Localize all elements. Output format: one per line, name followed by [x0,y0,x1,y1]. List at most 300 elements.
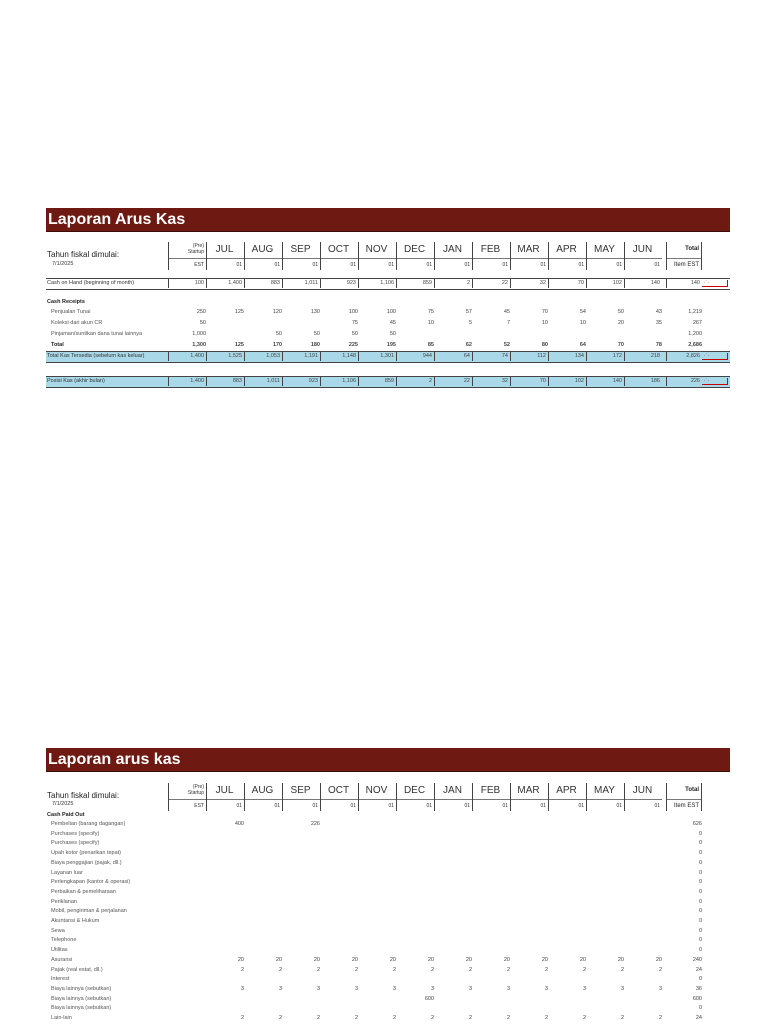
cell-value: 2 [392,1015,396,1021]
cell-value: 600 [692,995,702,1002]
row-label: Periklanan [51,898,77,905]
month-number: 01 [578,262,584,268]
month-column-jan [434,242,472,270]
month-number: 01 [388,803,394,809]
header-rule [283,258,320,259]
cell-value: 2 [278,1015,282,1021]
month-number: 01 [540,262,546,268]
cell-value: 0 [698,830,702,837]
cell-value: 70 [510,377,548,386]
startup-est: EST [194,803,204,809]
cell-value: 2 [658,966,662,973]
month-number: 01 [464,803,470,809]
total-label: Total [685,787,699,793]
cell-value: 85 [427,342,434,348]
cell-value: 1,219 [688,309,702,315]
month-name: MAY [594,785,615,796]
month-column-dec [396,242,434,270]
header-rule [321,258,358,259]
cell-value: 3 [240,985,244,992]
bottom-title: Laporan arus kas [48,751,181,768]
month-column-oct [320,242,358,270]
row-label: Mobil, pengiriman & perjalanan [51,908,127,915]
cell-value: 10 [579,320,586,326]
top-fiscal-label: Tahun fiskal dimulai: [47,250,120,259]
cell-value: 20 [617,956,624,963]
cell-value: 140 [666,279,702,288]
header-rule [169,258,206,259]
cell-value: 3 [354,985,358,992]
cell-value: 100 [168,279,206,288]
cash-position-row [46,376,730,388]
cell-value: 600 [424,995,434,1002]
month-number: 01 [236,262,242,268]
cell-value: 24 [695,1015,702,1021]
top-month-header [46,242,730,270]
cell-value: 195 [386,342,396,348]
paid-out-row [46,839,730,848]
cell-value: 944 [396,352,434,361]
header-rule [245,258,282,259]
cell-value: 2 [544,966,548,973]
header-rule [207,799,244,800]
section-label: Cash Receipts [47,299,85,305]
cell-value: 1,200 [688,331,702,337]
header-rule [245,799,282,800]
startup-line1: (Pre) [192,243,204,249]
cell-value: 20 [617,320,624,326]
cell-value: 0 [698,927,702,934]
cell-value: 2 [240,966,244,973]
month-number: 01 [312,803,318,809]
month-column-aug [244,783,282,811]
header-rule [359,799,396,800]
cell-value: 2 [430,1015,434,1021]
cell-value: 240 [692,956,702,963]
cell-value: 3 [392,985,396,992]
paid-out-row [46,1014,730,1023]
cell-value: 78 [655,342,662,348]
cell-value: 120 [272,309,282,315]
row-label: Posisi Kas (akhir bulan) [47,378,105,384]
receipt-row [46,330,730,339]
paid-out-row [46,888,730,897]
paid-out-row [46,975,730,984]
cell-value: 5 [468,320,472,326]
month-column-sep [282,242,320,270]
cell-value: 859 [358,377,396,386]
paid-out-row [46,830,730,839]
month-column-sep [282,783,320,811]
header-rule [397,258,434,259]
cell-value: 923 [320,279,358,288]
cell-value: 45 [389,320,396,326]
cell-value: 74 [472,352,510,361]
month-number: 01 [502,262,508,268]
cell-value: 57 [465,309,472,315]
cell-value: 1,525 [206,352,244,361]
month-name: MAR [517,244,540,255]
cell-value: 1,106 [320,377,358,386]
paid-out-row [46,946,730,955]
cell-value: 883 [244,279,282,288]
cell-value: 2 [316,1015,320,1021]
month-number: 01 [426,803,432,809]
row-label: Pembelian (barang dagangan) [51,821,126,827]
bottom-fiscal-date: 7/1/2025 [52,801,74,807]
month-name: APR [556,244,577,255]
cell-value: 2 [506,1015,510,1021]
cell-value: 0 [698,888,702,895]
row-label: Biaya lainnya (sebutkan) [51,1005,112,1012]
cell-value: 3 [658,985,662,992]
cell-value: 172 [586,352,624,361]
startup-est: EST [194,262,204,268]
month-number: 01 [388,262,394,268]
month-number: 01 [654,803,660,809]
cell-value: 1,011 [244,377,282,386]
total-receipts-row [46,341,730,350]
bottom-month-header [46,783,730,811]
month-name: AUG [251,244,274,255]
cell-value: 1,300 [192,342,206,348]
cell-value: 50 [617,309,624,315]
receipts-header [46,298,730,307]
header-rule [511,799,548,800]
cell-value: 859 [396,279,434,288]
header-rule [667,799,701,800]
cell-value: 2,686 [688,342,702,348]
header-rule [473,258,510,259]
cell-value: 50 [351,331,358,337]
cell-value: 140 [624,279,662,288]
cell-value: 20 [465,956,472,963]
row-label: Sewa [51,927,65,934]
month-column-mar [510,242,548,270]
month-number: 01 [578,803,584,809]
header-rule [587,799,624,800]
month-name: NOV [365,244,388,255]
cell-value: 20 [389,956,396,963]
month-column-aug [244,242,282,270]
paid-out-row [46,985,730,994]
cell-value: 20 [503,956,510,963]
cell-value: 75 [351,320,358,326]
paid-out-row [46,927,730,936]
month-number: 01 [654,262,660,268]
month-column-oct [320,783,358,811]
cell-value: 22 [472,279,510,288]
month-column-jan [434,783,472,811]
cell-value: 20 [275,956,282,963]
cell-value: 20 [579,956,586,963]
startup-line2: Startup [187,790,204,796]
month-name: NOV [365,785,388,796]
row-label: Biaya penggajian (pajak, dll.) [51,859,122,866]
month-number: 01 [350,262,356,268]
cell-value: 1,148 [320,352,358,361]
top-title: Laporan Arus Kas [48,211,186,228]
top-fiscal-date: 7/1/2025 [52,261,74,267]
cell-value: 2 [240,1015,244,1021]
startup-column-header [168,783,206,811]
month-name: SEP [290,785,311,796]
cell-value: 80 [541,342,548,348]
cell-value: 180 [310,342,320,348]
row-label: Total [51,342,64,348]
cell-value: 10 [427,320,434,326]
month-number: 01 [312,262,318,268]
month-name: DEC [403,244,426,255]
row-label: Purchases (specify) [51,840,100,847]
cell-value: 62 [465,342,472,348]
cell-value: 170 [272,342,282,348]
cell-value: 0 [698,840,702,847]
month-name: OCT [327,244,350,255]
cell-value: 125 [234,309,244,315]
header-rule [511,258,548,259]
cell-value: 22 [434,377,472,386]
total-sub: Item EST [673,262,699,268]
cell-value: 0 [698,976,702,983]
cell-value: 130 [310,309,320,315]
paid-out-row [46,849,730,858]
cell-value: 20 [351,956,358,963]
cell-value: 3 [582,985,586,992]
header-rule [549,799,586,800]
row-label: Cash on Hand (beginning of month) [47,280,135,286]
cell-value: 226 [666,377,702,386]
month-name: OCT [327,785,350,796]
header-rule [435,799,472,800]
cell-value: 0 [698,879,702,886]
month-name: JAN [443,785,462,796]
month-column-apr [548,783,586,811]
paid-out-header [46,811,730,820]
month-name: APR [556,785,577,796]
cell-value: 134 [548,352,586,361]
comment-marker: ·˙· [704,280,709,286]
month-column-jun [624,242,662,270]
cell-value: 626 [692,821,702,827]
cell-value: 10 [541,320,548,326]
cell-value: 45 [503,309,510,315]
month-number: 01 [236,803,242,809]
month-column-may [586,783,624,811]
paid-out-row [46,936,730,945]
month-name: SEP [290,244,311,255]
cell-value: 1,053 [244,352,282,361]
startup-label [169,784,204,796]
row-label: Lain-lain [51,1015,72,1021]
paid-out-row [46,1004,730,1013]
cell-value: 35 [655,320,662,326]
row-label: Koleksi dari akun CR [51,320,103,326]
month-number: 01 [464,262,470,268]
cell-value: 3 [430,985,434,992]
cell-value: 2,826 [666,352,702,361]
cell-value: 2 [278,966,282,973]
section-label: Cash Paid Out [47,812,85,818]
cell-value: 52 [503,342,510,348]
cell-value: 267 [692,320,702,326]
cell-value: 3 [544,985,548,992]
cell-value: 0 [698,947,702,954]
cell-value: 24 [695,966,702,973]
cell-value: 1,400 [206,279,244,288]
row-label: Upah kotor (penarikan tepat) [51,850,122,857]
total-available-row [46,351,730,363]
cell-value: 1,011 [282,279,320,288]
paid-out-row [46,966,730,975]
row-label: Biaya lainnya (sebutkan) [51,995,112,1002]
cell-value: 186 [624,377,662,386]
month-name: JUN [632,785,653,796]
header-rule [169,799,206,800]
startup-line2: Startup [187,249,204,255]
cell-value: 923 [282,377,320,386]
cell-value: 3 [316,985,320,992]
header-rule [435,258,472,259]
cell-value: 20 [313,956,320,963]
header-rule [283,799,320,800]
cell-value: 50 [275,331,282,337]
cell-value: 2 [468,1015,472,1021]
row-label: Akuntansi & Hukum [51,918,100,924]
cell-value: 2 [354,966,358,973]
month-number: 01 [502,803,508,809]
cell-value: 218 [624,352,662,361]
header-rule [549,258,586,259]
startup-column-header [168,242,206,270]
total-label: Total [685,246,699,252]
cell-value: 3 [620,985,624,992]
cell-value: 140 [586,377,624,386]
cell-value: 75 [427,309,434,315]
cell-value: 100 [348,309,358,315]
paid-out-row [46,907,730,916]
month-name: JAN [443,244,462,255]
cell-value: 0 [698,859,702,866]
cell-value: 2 [582,1015,586,1021]
cell-value: 2 [392,966,396,973]
cell-value: 64 [434,352,472,361]
cell-value: 20 [541,956,548,963]
cell-value: 112 [510,352,548,361]
cell-value: 32 [472,377,510,386]
cell-value: 2 [620,1015,624,1021]
header-rule [321,799,358,800]
month-name: DEC [403,785,426,796]
month-name: MAY [594,244,615,255]
cell-value: 0 [698,908,702,915]
month-column-mar [510,783,548,811]
paid-out-row [46,898,730,907]
cell-value: 100 [386,309,396,315]
month-name: JUL [215,244,234,255]
row-label: Total Kas Tersedia (sebelum kas keluar) [47,353,145,359]
cell-value: 20 [427,956,434,963]
month-column-may [586,242,624,270]
bottom-title-banner [46,748,730,772]
header-rule [359,258,396,259]
month-number: 01 [274,262,280,268]
cell-value: 0 [698,898,702,905]
cell-value: 2 [434,279,472,288]
cell-value: 64 [579,342,586,348]
month-column-jul [206,783,244,811]
header-rule [625,258,662,259]
row-label: Perlengkapan (kantor & operasi) [51,879,131,886]
cell-value: 50 [313,331,320,337]
cell-value: 43 [655,309,662,315]
header-rule [625,799,662,800]
month-name: FEB [480,785,501,796]
header-rule [667,258,701,259]
cell-value: 400 [234,821,244,827]
row-label: Utilitas [51,947,68,954]
cell-value: 0 [698,869,702,876]
cell-value: 2 [354,1015,358,1021]
cell-value: 20 [237,956,244,963]
paid-out-row [46,878,730,887]
month-column-dec [396,783,434,811]
row-label: Perbaikan & pemeliharaan [51,888,116,895]
cell-value: 3 [468,985,472,992]
cell-value: 2 [582,966,586,973]
cell-value: 1,400 [168,377,206,386]
cell-value: 2 [544,1015,548,1021]
paid-out-row [46,956,730,965]
header-rule [587,258,624,259]
cell-value: 0 [698,850,702,857]
comment-marker: ·˙· [704,353,709,359]
cell-value: 1,400 [168,352,206,361]
row-label: Asuransi [51,956,73,963]
cell-value: 1,191 [282,352,320,361]
bottom-fiscal-label: Tahun fiskal dimulai: [47,791,120,800]
paid-out-row [46,859,730,868]
cell-value: 50 [389,331,396,337]
cell-value: 102 [586,279,624,288]
cell-value: 0 [698,937,702,944]
cell-value: 102 [548,377,586,386]
row-label: Purchases (specify) [51,830,100,837]
header-rule [207,258,244,259]
month-column-nov [358,242,396,270]
cell-value: 70 [541,309,548,315]
row-label: Layanan luar [51,869,83,876]
receipt-row [46,308,730,317]
cell-value: 70 [617,342,624,348]
cell-value: 2 [658,1015,662,1021]
month-name: FEB [480,244,501,255]
cell-value: 3 [506,985,510,992]
paid-out-row [46,995,730,1004]
cell-value: 125 [234,342,244,348]
cell-value: 250 [196,309,206,315]
total-sub: Item EST [673,803,699,809]
paid-out-row [46,820,730,829]
month-name: JUN [632,244,653,255]
cell-value: 1,301 [358,352,396,361]
cell-value: 226 [310,821,320,827]
row-label: Telephone [51,937,77,944]
month-column-feb [472,783,510,811]
cell-value: 70 [548,279,586,288]
receipt-row [46,319,730,328]
header-rule [473,799,510,800]
